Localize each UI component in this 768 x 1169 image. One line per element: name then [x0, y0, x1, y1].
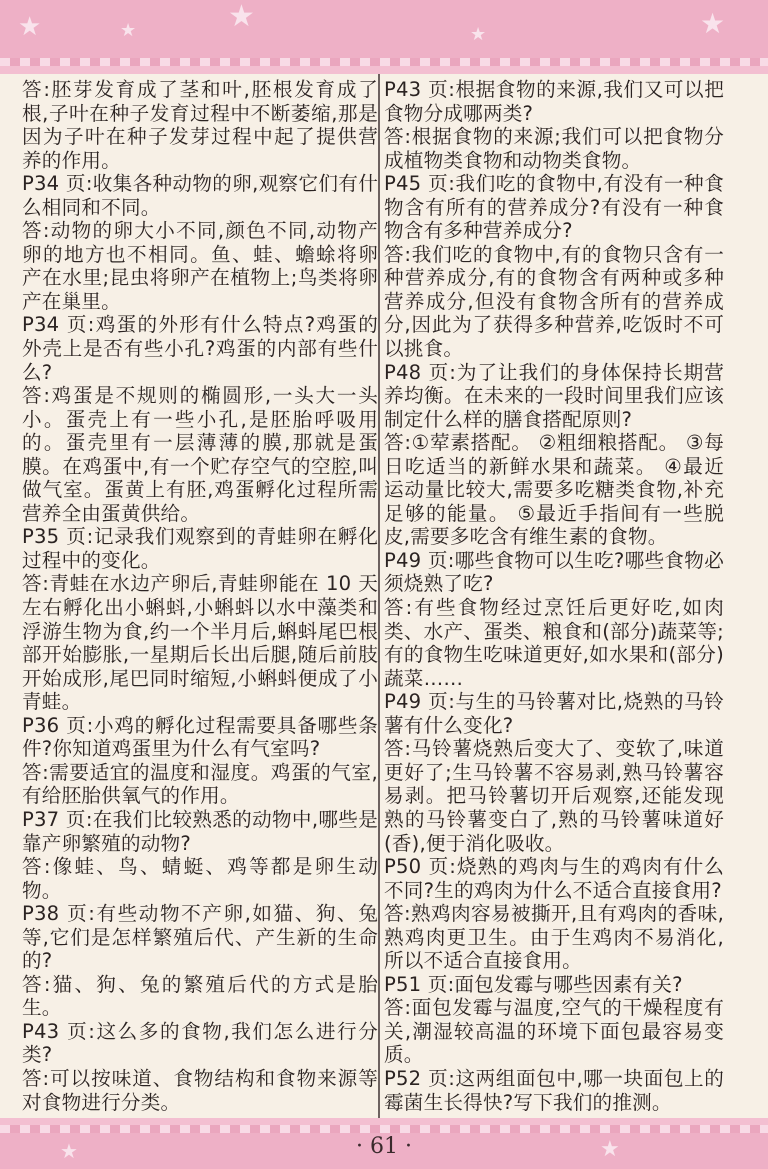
qa-item: [22, 1020, 378, 1114]
question-text: P35 页:记录我们观察到的青蛙卵在孵化过程中的变化。: [22, 525, 378, 572]
answer-text: 答:动物的卵大小不同,颜色不同,动物产卵的地方也不相同。鱼、蛙、蟾蜍将卵产在水里;昆虫将卵产在植物上;鸟类将卵产在巢里。: [22, 219, 378, 313]
answer-text: 答:面包发霉与温度,空气的干燥程度有关,潮湿较高温的环境下面包最容易变质。: [384, 996, 724, 1067]
answer-text: 答:我们吃的食物中,有的食物只含有一种营养成分,有的食物含有两种或多种营养成分,但没有食物含所有的营养成分,因此为了获得多种营养,吃饭时不可以挑食。: [384, 242, 724, 361]
answer-text: 答:根据食物的来源;我们可以把食物分成植物类食物和动物类食物。: [384, 125, 724, 172]
lace-stripe: [0, 1125, 768, 1133]
qa-item: [384, 172, 724, 360]
bottom-decorative-border: [0, 1125, 768, 1169]
qa-item: [384, 1067, 724, 1114]
question-text: P49 页:哪些食物可以生吃?哪些食物必须烧熟了吃?: [384, 548, 724, 596]
qa-item: [384, 855, 724, 973]
question-text: P51 页:面包发霉与哪些因素有关?: [384, 972, 683, 996]
question-text: P43 页:根据食物的来源,我们又可以把食物分成哪两类?: [384, 78, 724, 125]
question-text: P34 页:收集各种动物的卵,观察它们有什么相同和不同。: [22, 172, 378, 219]
answer-text: 答:熟鸡肉容易被撕开,且有鸡肉的香味,熟鸡肉更卫生。由于生鸡肉不易消化,所以不适合直接食用。: [384, 902, 724, 973]
qa-item: [22, 808, 378, 902]
question-text: P43 页:这么多的食物,我们怎么进行分类?: [22, 1019, 378, 1067]
question-text: P38 页:有些动物不产卵,如猫、狗、兔等,它们是怎样繁殖后代、产生新的生命的?: [22, 902, 378, 973]
qa-item: [22, 78, 378, 172]
lace-stripe: [0, 58, 768, 66]
textbook-page: [0, 74, 768, 1118]
answer-text: 答:像蛙、鸟、蜻蜓、鸡等都是卵生动物。: [22, 855, 378, 902]
column-divider: [378, 74, 380, 1118]
answer-text: 答:胚芽发育成了茎和叶,胚根发育成了根,子叶在种子发育过程中不断萎缩,那是因为子叶在种子发芽过程中起了提供营养的作用。: [22, 78, 378, 172]
qa-item: [22, 714, 378, 808]
qa-item: [384, 549, 724, 690]
question-text: P34 页:鸡蛋的外形有什么特点?鸡蛋的外壳上是否有些小孔?鸡蛋的内部有些什么?: [22, 313, 378, 384]
star-icon: ★: [60, 1139, 78, 1163]
star-icon: ★: [470, 24, 487, 45]
question-text: P45 页:我们吃的食物中,有没有一种食物含有所有的营养成分?有没有一种食物含有多种营养成分?: [384, 172, 724, 243]
answer-text: 答:有些食物经过烹饪后更好吃,如肉类、水产、蛋类、粮食和(部分)蔬菜等;有的食物生吃味道更好,如水果和(部分)蔬菜……: [384, 596, 724, 690]
question-text: P48 页:为了让我们的身体保持长期营养均衡。在未来的一段时间里我们应该制定什么样的膳食搭配原则?: [384, 360, 724, 431]
answer-text: 答:鸡蛋是不规则的椭圆形,一头大一头小。蛋壳上有一些小孔,是胚胎呼吸用的。蛋壳里有一层薄薄的膜,那就是蛋膜。在鸡蛋中,有一个贮存空气的空腔,叫做气室。蛋黄上有胚,鸡蛋孵化过程所需营养全由蛋黄供给。: [22, 384, 378, 525]
qa-item: [22, 172, 378, 313]
answer-text: 答:青蛙在水边产卵后,青蛙卵能在 10 天左右孵化出小蝌蚪,小蝌蚪以水中藻类和浮游生物为食,约一个半月后,蝌蚪尾巴根部开始膨胀,一星期后长出后腿,随后前肢开始成形,尾巴同时缩短,小蝌蚪便成了小青蛙。: [22, 572, 378, 714]
right-column: [384, 78, 724, 1114]
answer-text: 答:可以按味道、食物结构和食物来源等对食物进行分类。: [22, 1066, 378, 1114]
answer-text: 答:①荤素搭配。 ②粗细粮搭配。 ③每日吃适当的新鲜水果和蔬菜。 ④最近运动量比较大,需要多吃糖类食物,补充足够的能量。 ⑤最近手指间有一些脱皮,需要多吃含有维生素的食物。: [384, 431, 724, 549]
star-icon: ★: [120, 20, 137, 41]
qa-item: [384, 361, 724, 549]
question-text: P50 页:烧熟的鸡肉与生的鸡肉有什么不同?生的鸡肉为什么不适合直接食用?: [384, 855, 724, 902]
qa-item: [384, 78, 724, 172]
qa-item: [384, 973, 724, 1067]
answer-text: 答:需要适宜的温度和湿度。鸡蛋的气室,有给胚胎供氧气的作用。: [22, 760, 378, 808]
answer-text: 答:猫、狗、兔的繁殖后代的方式是胎生。: [22, 972, 378, 1020]
star-icon: ★: [228, 0, 255, 34]
left-column: [22, 78, 378, 1114]
answer-text: 答:马铃薯烧熟后变大了、变软了,味道更好了;生马铃薯不容易剥,熟马铃薯容易剥。把马铃薯切开后观察,还能发现熟的马铃薯变白了,熟的马铃薯味道好(香),便于消化吸收。: [384, 737, 724, 855]
qa-item: [22, 525, 378, 713]
page-number: · 61 ·: [356, 1134, 412, 1159]
qa-item: [22, 902, 378, 1020]
question-text: P49 页:与生的马铃薯对比,烧熟的马铃薯有什么变化?: [384, 690, 724, 737]
question-text: P52 页:这两组面包中,哪一块面包上的霉菌生长得快?写下我们的推测。: [384, 1066, 724, 1114]
star-icon: ★: [600, 1137, 620, 1162]
question-text: P37 页:在我们比较熟悉的动物中,哪些是靠产卵繁殖的动物?: [22, 807, 378, 855]
qa-item: [384, 690, 724, 855]
star-icon: ★: [700, 7, 726, 40]
top-decorative-border: [0, 0, 768, 66]
question-text: P36 页:小鸡的孵化过程需要具备哪些条件?你知道鸡蛋里为什么有气室吗?: [22, 713, 378, 761]
qa-item: [22, 313, 378, 525]
star-icon: ★: [18, 12, 42, 42]
